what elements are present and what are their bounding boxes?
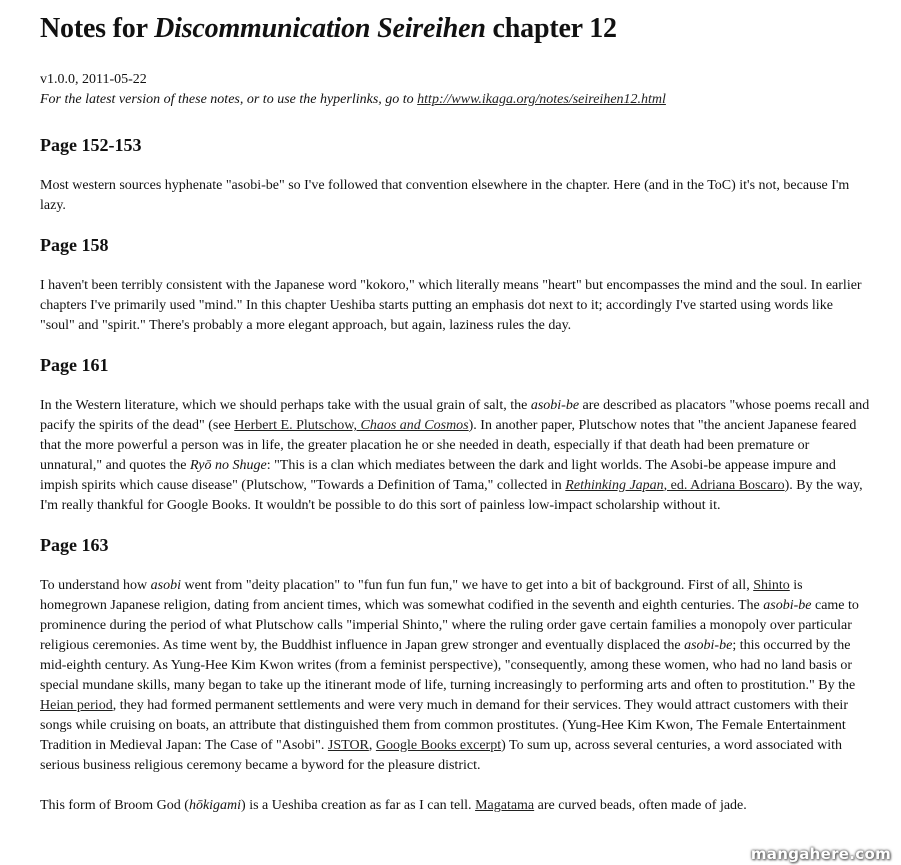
text-run: In the Western literature, which we should perhaps take with the usual grain of salt, the	[40, 398, 531, 413]
page-title	[40, 12, 870, 46]
heian-period-link[interactable]: Heian period	[40, 698, 113, 713]
magatama-link[interactable]: Magatama	[475, 798, 535, 813]
jstor-link[interactable]: JSTOR	[327, 738, 369, 753]
text-run: ) To sum up, across several centuries, a word associated with serious business religious ceremony became a byword for the pleasure district.	[40, 738, 842, 773]
link-text: , ed. Adriana Boscaro	[663, 478, 785, 493]
google-books-excerpt-link[interactable]: Google Books excerpt	[375, 738, 502, 753]
link-text: Herbert E. Plutschow,	[234, 418, 361, 433]
notes-document	[40, 0, 870, 816]
text-run: went from "deity placation" to "fun fun fun fun," we have to get into a bit of background. First of all,	[180, 578, 754, 593]
rethinking-japan-link[interactable]	[565, 478, 784, 493]
text-run: : "This is a clan which mediates between the dark and light worlds. The Asobi-be appease impure and impish spirits which cause disease" (Plutschow, "Towards a Definition of Tama," collected in	[40, 458, 836, 493]
text-run: are described as placators "whose poems recall and pacify the spirits of the dead" (see	[40, 398, 870, 433]
text-run: came to prominence during the period of what Plutschow calls "imperial Shinto," where the ruling order gave certain families a monopoly over particular religious ceremonies. As time went by, the Buddhist influence in Japan grew stronger and eventually displaced the	[40, 598, 859, 653]
italic-term: hōkigami	[188, 798, 242, 813]
section-heading-page-152-153: Page 152-153	[40, 135, 142, 155]
latest-version-note	[40, 90, 870, 110]
text-run: To understand how	[40, 578, 151, 593]
link-italic-text: Chaos and Cosmos	[360, 418, 469, 433]
italic-term: asobi-be	[684, 638, 733, 653]
version-info	[40, 70, 870, 110]
section-heading-page-163: Page 163	[40, 535, 109, 555]
italic-term: Ryō no Shuge	[189, 458, 267, 473]
version-date: v1.0.0, 2011-05-22	[40, 72, 147, 87]
text-run: ). By the way, I'm really thankful for Google Books. It wouldn't be possible to do this sort of painless low-impact scholarship without it.	[40, 478, 863, 513]
title-suffix: chapter 12	[485, 13, 617, 44]
section-heading-page-158: Page 158	[40, 235, 109, 255]
text-run: , they had formed permanent settlements and were very much in demand for their services. They would attract customers with their songs while cruising on boats, an attribute that distinguished them from common prostitutes. (Yung-Hee Kim Kwon, The Female Entertainment Tradition in Medieval Japan: The Case of "Asobi".	[40, 698, 848, 753]
text-run: ,	[368, 738, 376, 753]
watermark: mangahere.com	[750, 845, 891, 863]
text-run: is homegrown Japanese religion, dating from ancient times, which was somewhat codified in the seventh and eighth centuries. The	[40, 578, 803, 613]
section-text-page-158: I haven't been terribly consistent with the Japanese word "kokoro," which literally means "heart" but encompasses the mind and the soul. In earlier chapters I've primarily used "mind." In this chapter Ueshiba starts putting an emphasis dot next to it; accordingly I've started using words like "soul" and "spirit." There's probably a more elegant approach, but again, laziness rules the day.	[40, 278, 862, 333]
section-text-page-152-153: Most western sources hyphenate "asobi-be" so I've followed that convention elsewhere in the chapter. Here (and in the ToC) it's not, because I'm lazy.	[40, 178, 850, 213]
italic-term: asobi-be	[763, 598, 812, 613]
text-run: ). In another paper, Plutschow notes that "the ancient Japanese feared that the more powerful a person was in life, the greater placation he or she needed in death, especially if that death had been premature or unnatural," and quotes the	[40, 418, 857, 473]
notes-url-link[interactable]: http://www.ikaga.org/notes/seireihen12.html	[417, 92, 666, 107]
italic-term: asobi	[150, 578, 181, 593]
shinto-link[interactable]: Shinto	[753, 578, 790, 593]
italic-term: asobi-be	[530, 398, 580, 413]
note-text: For the latest version of these notes, or to use the hyperlinks, go to	[40, 92, 418, 107]
section-text-page-161	[40, 396, 870, 516]
link-italic-text: Rethinking Japan	[565, 478, 664, 493]
section-text-page-163	[40, 576, 870, 776]
title-prefix: Notes for	[40, 13, 155, 44]
plutschow-chaos-cosmos-link[interactable]	[234, 418, 468, 433]
section-text-page-163-broom-god	[40, 796, 870, 816]
text-run: ; this occurred by the mid-eighth century. As Yung-Hee Kim Kwon writes (from a feminist perspective), "consequently, among these women, who had no land basis or special mundane skills, many began to take up the itinerant mode of life, turning increasingly to performing arts and often to prostitution." By the	[40, 638, 856, 693]
text-run: are curved beads, often made of jade.	[534, 798, 747, 813]
section-heading-page-161: Page 161	[40, 355, 109, 375]
title-italic: Discommunication Seireihen	[154, 13, 486, 44]
text-run: ) is a Ueshiba creation as far as I can tell.	[241, 798, 476, 813]
text-run: This form of Broom God (	[40, 798, 189, 813]
